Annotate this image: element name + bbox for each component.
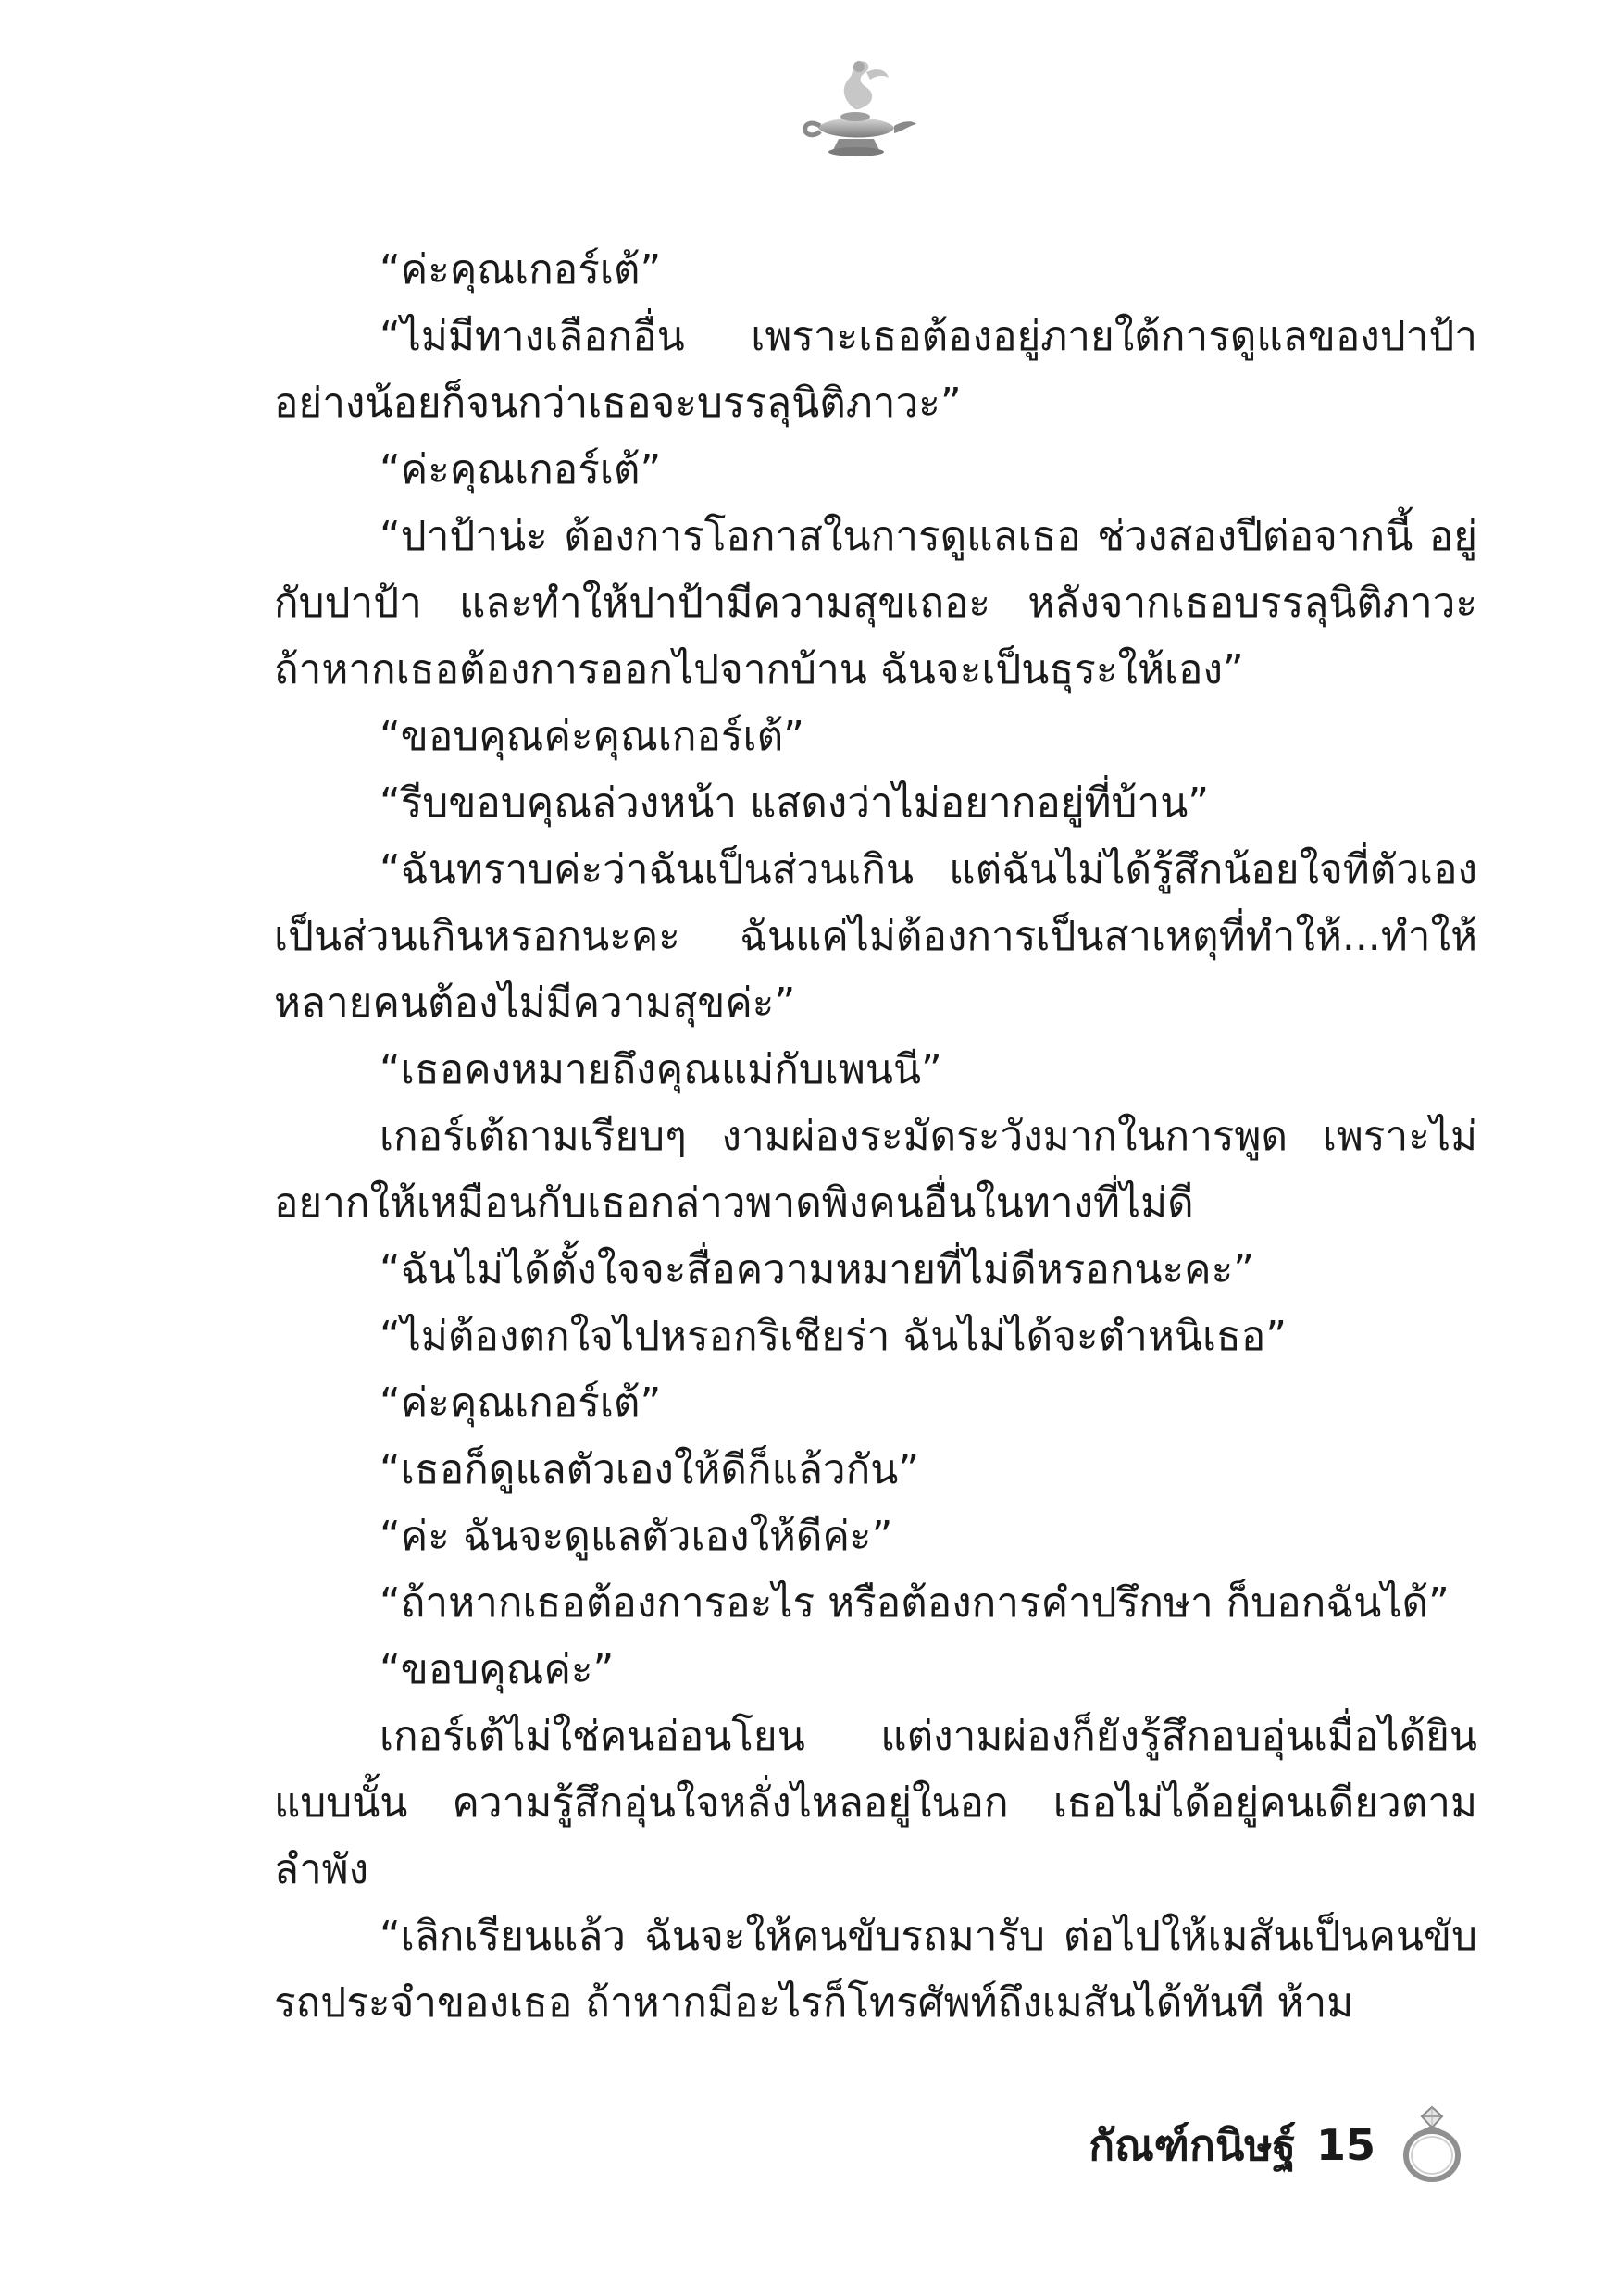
paragraph: “ขอบคุณค่ะ”	[380, 1646, 615, 1693]
page-footer	[1089, 2105, 1462, 2185]
body-text	[274, 237, 1477, 2037]
paragraph: “ฉันไม่ได้ตั้งใจจะสื่อความหมายที่ไม่ดีหรอกนะคะ”	[380, 1246, 1255, 1293]
paragraph: “ค่ะคุณเกอร์เต้”	[380, 246, 662, 293]
paragraph: “ปาป้าน่ะ ต้องการโอกาสในการดูแลเธอ ช่วงสองปีต่อจากนี้ อยู่กับปาป้า และทำให้ปาป้ามีความสุขเถอะ หลังจากเธอบรรลุนิติภาวะ ถ้าหากเธอต้องการออกไปจากบ้าน ฉันจะเป็นธุระให้เอง”	[274, 513, 1477, 693]
paragraph: เกอร์เต้ถามเรียบๆ งามผ่องระมัดระวังมากในการพูด เพราะไม่อยากให้เหมือนกับเธอกล่าวพาดพิงคนอื่นในทางที่ไม่ดี	[274, 1113, 1477, 1227]
paragraph: “ค่ะ ฉันจะดูแลตัวเองให้ดีค่ะ”	[380, 1513, 893, 1560]
page-number: 15	[1316, 2120, 1376, 2170]
paragraph: “ค่ะคุณเกอร์เต้”	[380, 1379, 662, 1427]
paragraph: เกอร์เต้ไม่ใช่คนอ่อนโยน แต่งามผ่องก็ยังรู้สึกอบอุ่นเมื่อได้ยินแบบนั้น ความรู้สึกอุ่นใจหลั่งไหลอยู่ในอก เธอไม่ได้อยู่คนเดียวตามลำพัง	[274, 1713, 1477, 1893]
paragraph: “เธอคงหมายถึงคุณแม่กับเพนนี”	[380, 1046, 942, 1093]
paragraph: “ไม่มีทางเลือกอื่น เพราะเธอต้องอยู่ภายใต้การดูแลของปาป้า อย่างน้อยก็จนกว่าเธอจะบรรลุนิติภาวะ”	[274, 313, 1477, 427]
paragraph: “ขอบคุณค่ะคุณเกอร์เต้”	[380, 713, 804, 760]
book-title: กัณฑ์กนิษฐ์	[1089, 2119, 1296, 2170]
paragraph: “ค่ะคุณเกอร์เต้”	[380, 446, 662, 493]
paragraph: “ฉันทราบค่ะว่าฉันเป็นส่วนเกิน แต่ฉันไม่ได้รู้สึกน้อยใจที่ตัวเองเป็นส่วนเกินหรอกนะคะ ฉันแค่ไม่ต้องการเป็นสาเหตุที่ทำให้...ทำให้หลายคนต้องไม่มีความสุขค่ะ”	[274, 846, 1477, 1027]
paragraph: “เธอก็ดูแลตัวเองให้ดีก็แล้วกัน”	[380, 1446, 920, 1493]
paragraph: “ถ้าหากเธอต้องการอะไร หรือต้องการคำปรึกษา ก็บอกฉันได้”	[380, 1579, 1450, 1627]
diamond-ring-icon	[1401, 2105, 1462, 2185]
genie-lamp-icon	[798, 56, 918, 167]
paragraph: “รีบขอบคุณล่วงหน้า แสดงว่าไม่อยากอยู่ที่บ้าน”	[380, 780, 1210, 827]
paragraph: “ไม่ต้องตกใจไปหรอกริเชียร่า ฉันไม่ได้จะตำหนิเธอ”	[380, 1313, 1288, 1360]
paragraph: “เลิกเรียนแล้ว ฉันจะให้คนขับรถมารับ ต่อไปให้เมสันเป็นคนขับรถประจำของเธอ ถ้าหากมีอะไรก็โทรศัพท์ถึงเมสันได้ทันที ห้าม	[274, 1913, 1477, 2027]
